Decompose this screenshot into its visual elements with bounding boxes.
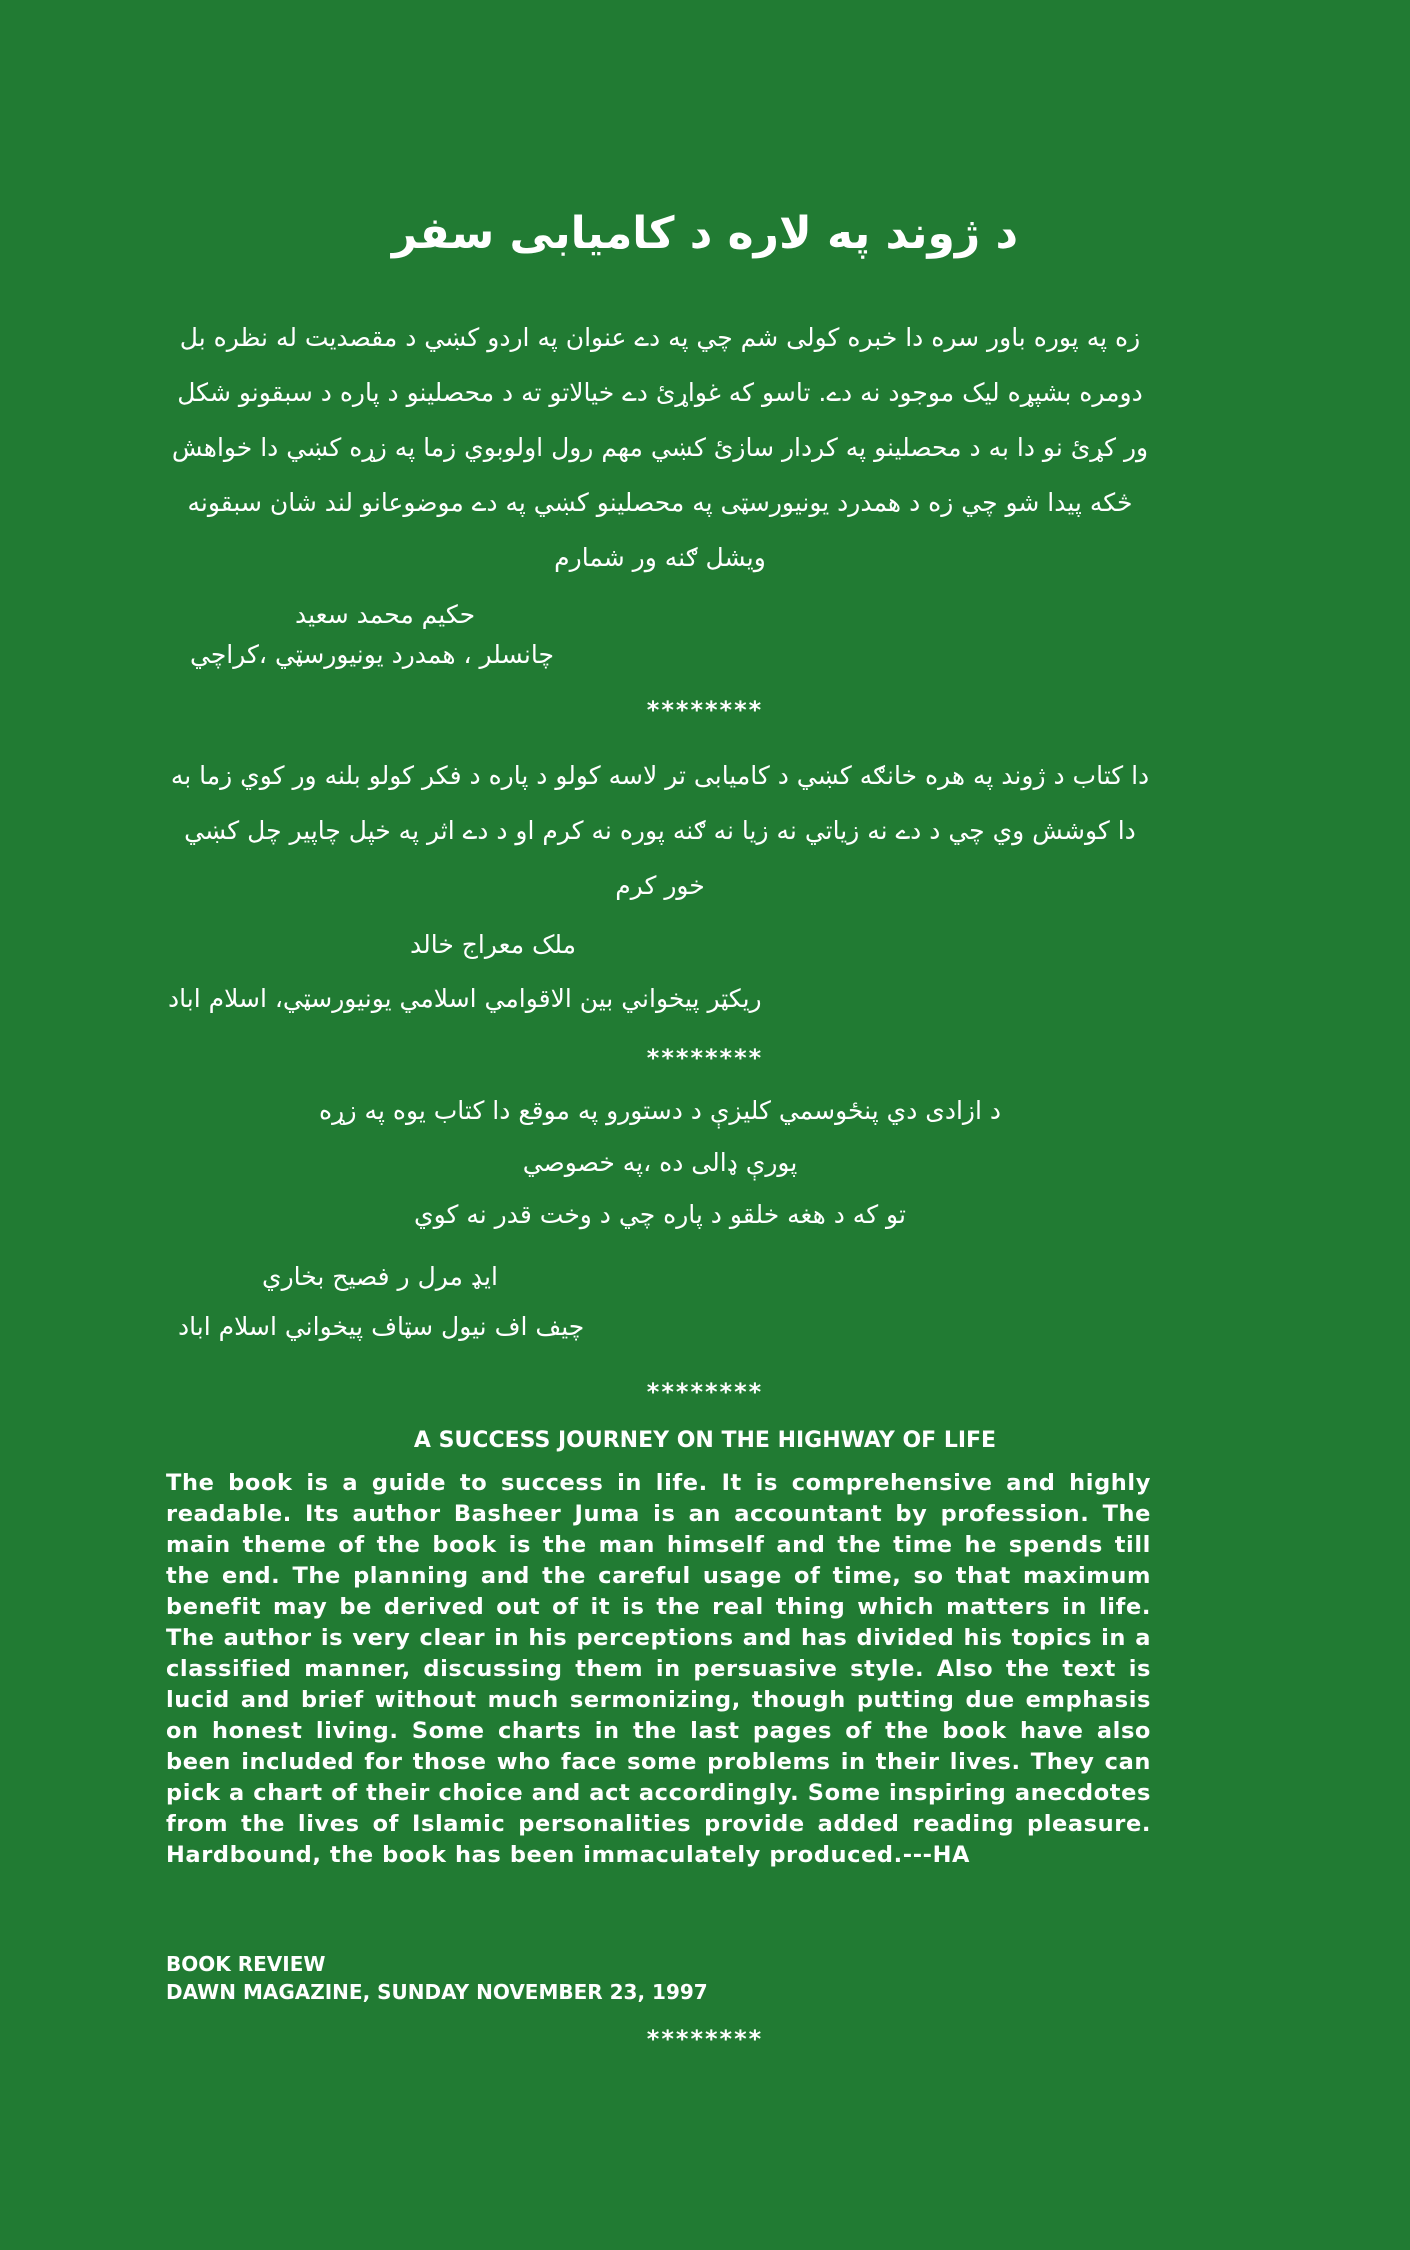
- review-1-author-name: حکیم محمد سعید: [295, 600, 476, 629]
- review-1-author-title: چانسلر ، همدرد یونیورسټي ،کراچي: [190, 640, 554, 669]
- review-2-author-name: ملک معراج خالد: [410, 930, 577, 959]
- separator-4: ********: [646, 2025, 764, 2053]
- cover-title: د ژوند په لاره د کامیابی سفر: [391, 208, 1019, 259]
- separator-2: ********: [646, 1044, 764, 1072]
- review-source-label: BOOK REVIEW: [166, 1952, 326, 1976]
- review-3-paragraph: [165, 1085, 1155, 1241]
- review-3-line-1: د ازادی دي پنځوسمي کلیزې د دستورو په موقع دا کتاب یوه په زړه: [318, 1096, 1002, 1125]
- english-review-body: The book is a guide to success in life. It is comprehensive and highly readable. Its author Basheer Juma is an accountant by profession. The main theme of the book is the man himself and the time he spends till the end. The planning and the careful usage of time, so that maximum benefit may be derived out of it is the real thing which matters in life. The author is very clear in his perceptions and has divided his topics in a classified manner, discussing them in persuasive style. Also the text is lucid and brief without much sermonizing, though putting due emphasis on honest living. Some charts in the last pages of the book have also been included for those who face some problems in their lives. They can pick a chart of their choice and act accordingly. Some inspiring anecdotes from the lives of Islamic personalities provide added reading pleasure. Hardbound, the book has been immaculately produced.---HA: [166, 1470, 1151, 1868]
- review-3-line-2: پورې ډالی ده ،په خصوصي: [522, 1148, 798, 1177]
- review-3-author-title: چیف اف نیول سټاف پیخواني اسلام اباد: [178, 1312, 585, 1341]
- english-review-heading: A SUCCESS JOURNEY ON THE HIGHWAY OF LIFE: [413, 1428, 997, 1453]
- review-2-author-title: ریکټر پیخواني بین الاقوامي اسلامي یونیورسټي، اسلام اباد: [168, 984, 762, 1013]
- review-2-paragraph: دا کتاب د ژوند په هره خانګه کښي د کامیابی تر لاسه کولو د پاره د فکر کولو بلنه ور کوي زما به دا کوشش وي چي د دے نه زیاتي نه زیا نه ګنه پوره نه کرم او د دے اثر په خپل چاپیر چل کښي خور کرم: [170, 761, 1150, 900]
- review-3-author-name: ایډ مرل ر فصیح بخاري: [262, 1262, 498, 1291]
- separator-1: ********: [646, 696, 764, 724]
- review-1-paragraph: زه په پوره باور سره دا خبره کولی شم چي په دے عنوان په اردو کښي د مقصدیت له نظره بل دومره بشپړه لیک موجود نه دے. تاسو که غواړئ دے خیالاتو ته د محصلینو د پاره د سبقونو شکل ور کړئ نو دا به د محصلینو په کردار سازئ کښي مهم رول اولوبوي زما په زړه کښي دا خواهش څکه پیدا شو چي زه د همدرد یونیورسټی په محصلینو کښي په دے موضوعانو لند شان سبقونه ویشل ګنه ور شمارم: [171, 323, 1149, 572]
- review-source-publication: DAWN MAGAZINE, SUNDAY NOVEMBER 23, 1997: [166, 1980, 708, 2004]
- review-3-line-3: تو که د هغه خلقو د پاره چي د وخت قدر نه کوي: [414, 1200, 906, 1229]
- separator-3: ********: [646, 1378, 764, 1406]
